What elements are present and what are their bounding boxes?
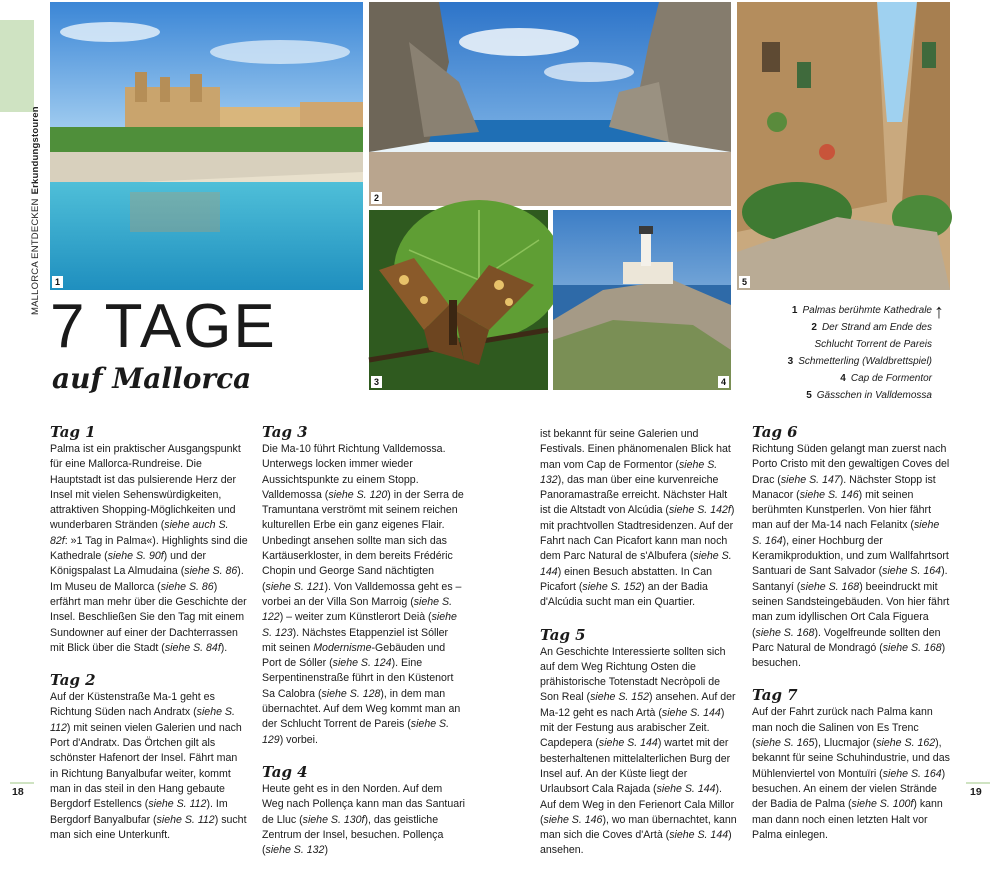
photo-number: 2 [371, 192, 382, 204]
page-title: 7 TAGE [50, 292, 277, 361]
caption-item: 3 Schmetterling (Waldbrettspiel) [787, 356, 932, 367]
photo-butterfly [369, 210, 548, 390]
day-text: Auf der Fahrt zurück nach Palma kann man noch die Salinen von Es Trenc (siehe S. 165), Llucmajor (siehe S. 162), bekannt für seine Schuhindustrie, und das Mühlenviertel von Montuïri (siehe S. 164) besuchen. An einem der vielen Strände der Badia de Palma (siehe S. 100f) kann man dann noch einen letzten Halt vor Palma einlegen. [752, 706, 950, 841]
caption-item: 1 Palmas berühmte Kathedrale [791, 305, 932, 316]
day-heading: Tag 3 [262, 423, 308, 441]
day-heading: Tag 4 [262, 762, 308, 781]
section-label-part1: MALLORCA ENTDECKEN [30, 198, 41, 315]
day-text: An Geschichte Interessierte sollten sich auf dem Weg Richtung Osten die prähistorische Totenstadt Necròpoli de Son Real (siehe S. 152) ansehen. Auf der Ma-12 geht es nach Artà (siehe S. 144) mit der Festung aus arabischer Zeit. Capdepera (siehe S. 144) wartet mit der besterhaltenen mittelalterlichen Burg der Insel auf. An der Küste liegt der Urlaubsort Cala Rajada (siehe S. 144). Auf dem Weg in den Ferienort Cala Millor (siehe S. 146), wo man übernachtet, kann man sich die Coves d'Artà (siehe S. 144) ansehen. [540, 645, 737, 857]
day-heading: Tag 7 [752, 686, 798, 705]
text-column-2 [262, 422, 465, 872]
section-label-part2: Erkundungstouren [30, 106, 41, 195]
photo-alley [737, 2, 950, 290]
day-text: Die Ma-10 führt Richtung Valldemossa. Unterwegs locken immer wieder Aussichtspunkte zu einem Stopp. Valldemossa (siehe S. 120) in der Serra de Tramuntana verströmt mit seinem reichen kulturellen Erbe ein ganz eigenes Flair. Unbedingt ansehen sollte man sich das Kartäuserkloster, in dem bereits Frédéric Chopin und George Sand nächtigten (siehe S. 121). Von Valldemossa geht es – vorbei an der Villa Son Marroig (siehe S. 122) – weiter zum Künstlerort Deià (siehe S. 123). Nächstes Etappenziel ist Sóller mit seinen Modernisme-Gebäuden und Port de Sóller (siehe S. 124). Eine Serpentinenstraße führt in den Küstenort Sa Calobra (siehe S. 128), in dem man übernachtet. Auf dem Weg kommt man an der Schlucht Torrent de Pareis (siehe S. 129) vorbei. [262, 443, 464, 746]
text-column-1 [50, 422, 248, 857]
caption-item: 5 Gässchen in Valldemossa [806, 390, 932, 401]
page-number-right: 19 [970, 786, 982, 798]
text-column-3 [540, 427, 738, 873]
day-text: Richtung Süden gelangt man zuerst nach Porto Cristo mit den gewaltigen Coves del Drac (siehe S. 147). Nächster Stopp ist Manacor (siehe S. 146) mit seinen berühmten Kunstperlen. Von hier fährt man auf der Ma-14 nach Felanitx (siehe S. 164), einer Hochburg der Keramikproduktion, und zum Wallfahrtsort Santuari de Sant Salvador (siehe S. 164). Santanyí (siehe S. 168) beeindruckt mit seinen Sandsteingebäuden. Von hier fährt man zum idyllischen Ort Cala Figuera (siehe S. 168). Vogelfreunde sollten den Parc Natural de Mondragó (siehe S. 168) besuchen. [752, 443, 950, 670]
photo-lighthouse [553, 210, 731, 390]
page-marker-right [966, 782, 990, 784]
day-text: Auf der Küstenstraße Ma-1 geht es Richtung Süden nach Andratx (siehe S. 112) mit seinen vielen Galerien und nach Port d'Andratx. Das Örtchen gilt als schönster Hafenort der Insel. Fährt man in Richtung Banyalbufar weiter, kommt man in das steil in den Hang gebaute Bergdorf Estellencs (siehe S. 112). Im Bergdorf Banyalbufar (siehe S. 112) sucht man sich eine Unterkunft. [50, 691, 247, 841]
arrow-up-icon: ↑ [934, 301, 944, 323]
photo-number: 3 [371, 376, 382, 388]
cathedral-photo-icon [50, 2, 363, 290]
page-subtitle: auf Mallorca [52, 362, 252, 395]
day-heading: Tag 6 [752, 423, 798, 441]
alley-photo-icon [737, 2, 950, 290]
lighthouse-photo-icon [553, 210, 731, 390]
day-text: Heute geht es in den Norden. Auf dem Weg nach Pollença kann man das Santuari de Lluc (siehe S. 130f), das geistliche Zentrum der Insel, besuchen. Pollença (siehe S. 132) [262, 782, 465, 857]
caption-item: 2 Der Strand am Ende des Schlucht Torrent de Pareis [811, 322, 932, 350]
day-text: ist bekannt für seine Galerien und Festivals. Einen phänomenalen Blick hat man vom Cap de Formentor (siehe S. 132), das man über eine kurvenreiche Panoramastraße erreicht. Nächster Halt ist die Altstadt von Alcúdia (siehe S. 142f) mit prachtvollen Stadtresidenzen. Auf der Fahrt nach Can Picafort kann man noch dem Parc Natural de s'Albufera (siehe S. 144) einen Besuch abstatten. In Can Picafort (siehe S. 152) an der Badia d'Alcúdia sucht man ein Quartier. [540, 428, 735, 609]
photo-cathedral [50, 2, 363, 290]
page-marker-left [10, 782, 34, 784]
photo-number: 4 [718, 376, 729, 388]
day-heading: Tag 1 [50, 423, 96, 441]
butterfly-photo-icon [369, 210, 548, 390]
caption-item: 4 Cap de Formentor [840, 373, 932, 384]
text-column-4 [752, 422, 950, 857]
beach-photo-icon [369, 2, 731, 206]
photo-captions [760, 302, 932, 404]
day-text: Palma ist ein praktischer Ausgangspunkt für eine Mallorca-Rundreise. Die Hauptstadt ist das pulsierende Herz der Insel mit vielen Sehenswürdigkeiten, attraktiven Shopping-Möglichkeiten und wunderbaren Stränden (siehe auch S. 82f: »1 Tag in Palma«). Highlights sind die Kathedrale (siehe S. 90f) und der Königspalast La Almudaina (siehe S. 86). Im Museu de Mallorca (siehe S. 86) erfährt man mehr über die Geschichte der Insel. Beschließen Sie den Tag mit einem Sundowner auf einer der Dachterrassen mit Blick über die Stadt (siehe S. 84f). [50, 443, 248, 654]
page-number-left: 18 [12, 786, 24, 798]
photo-beach [369, 2, 731, 206]
photo-number: 5 [739, 276, 750, 288]
photo-number: 1 [52, 276, 63, 288]
day-heading: Tag 5 [540, 625, 586, 644]
day-heading: Tag 2 [50, 671, 96, 690]
section-label [30, 106, 41, 315]
sidebar-tab [0, 20, 34, 112]
